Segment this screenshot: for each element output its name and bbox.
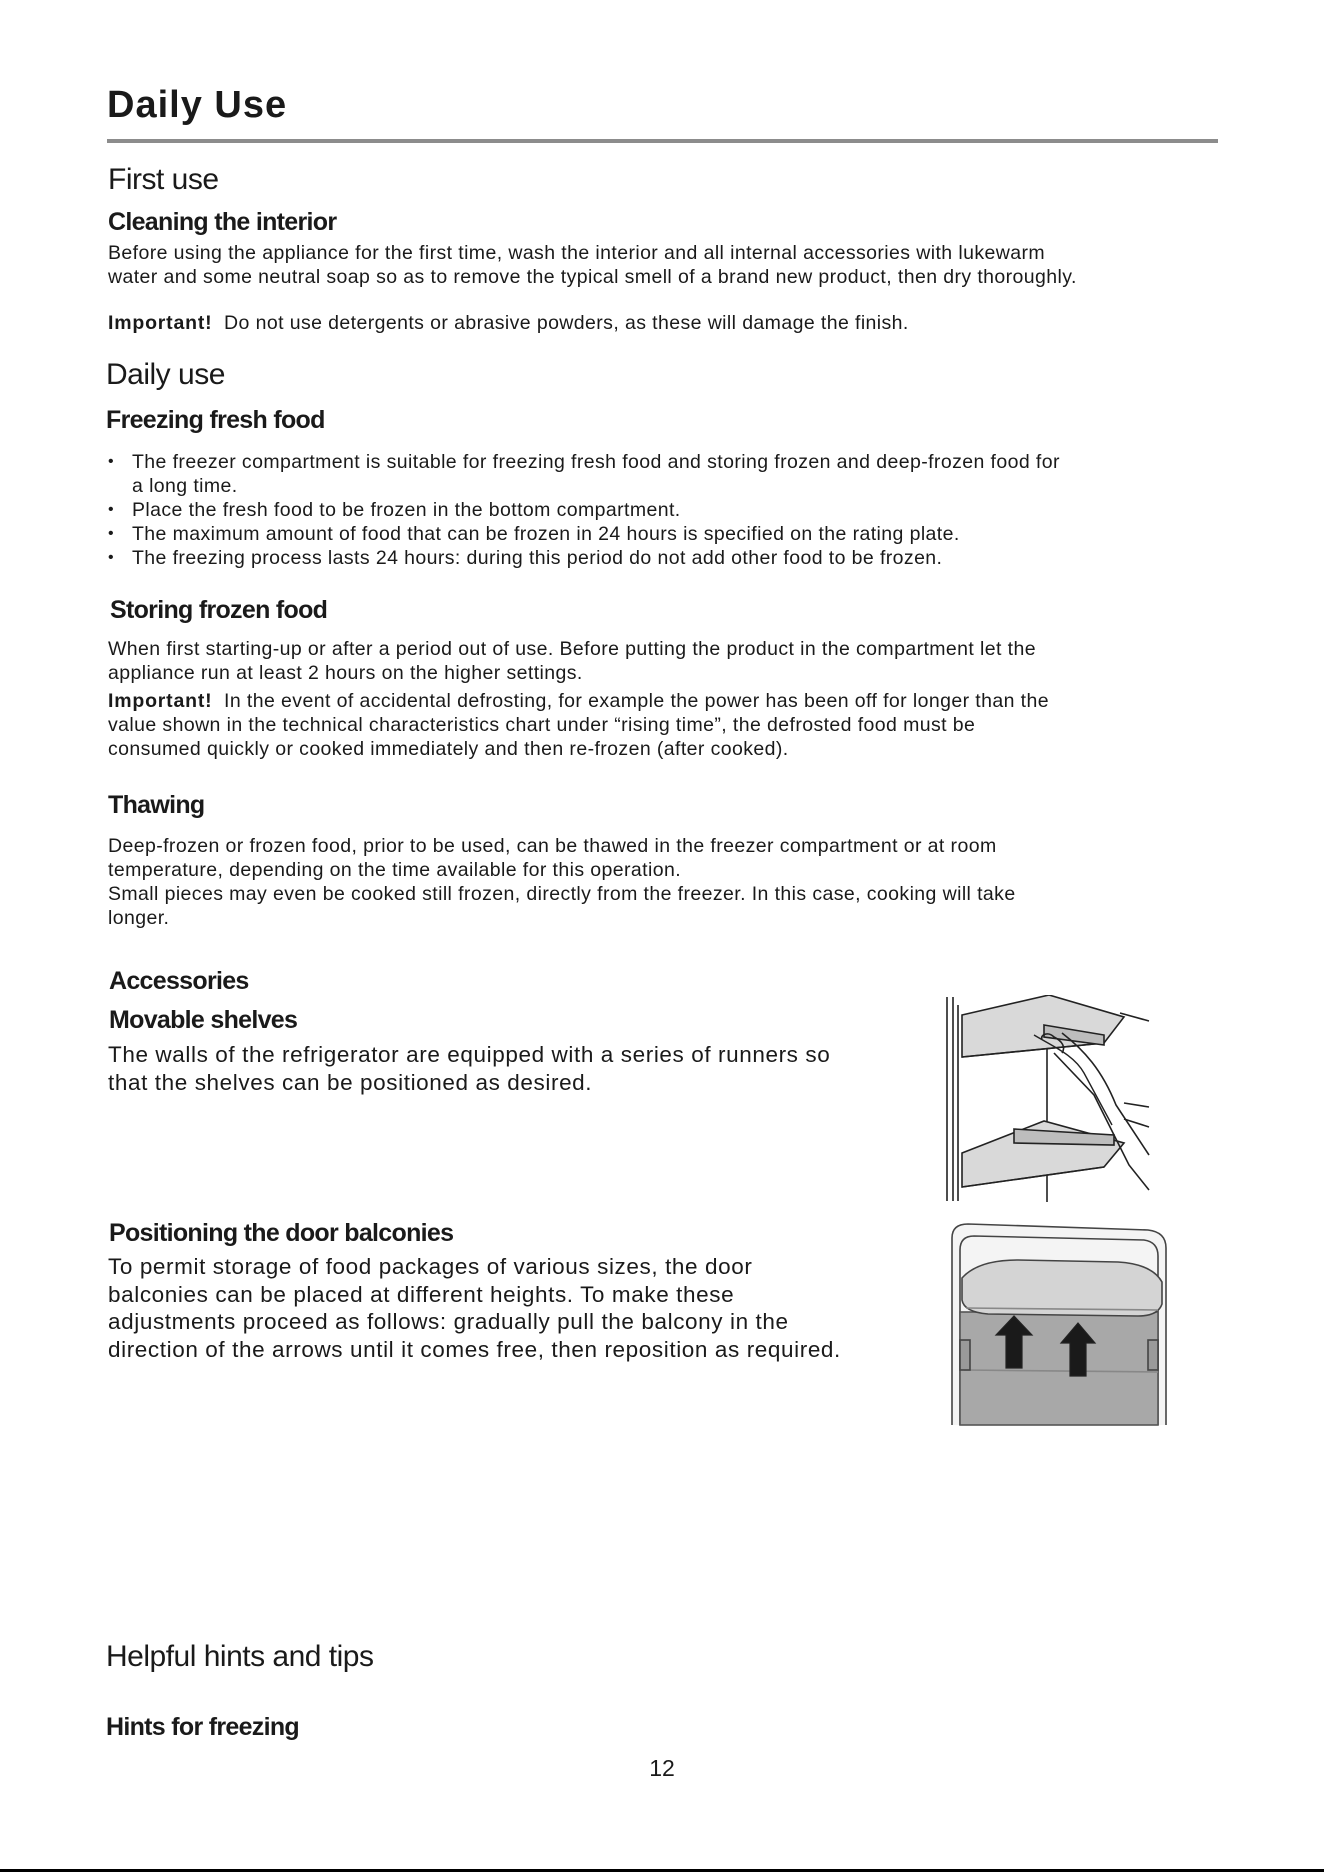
storing-line: appliance run at least 2 hours on the higher settings.	[108, 662, 583, 684]
list-item: • The maximum amount of food that can be frozen in 24 hours is specified on the rating plate.	[108, 522, 1228, 546]
title-divider	[107, 139, 1218, 143]
subheading-thawing: Thawing	[108, 791, 205, 819]
balconies-line: To permit storage of food packages of various sizes, the door	[108, 1254, 753, 1279]
cleaning-line: Before using the appliance for the first time, wash the interior and all internal accessories with lukewarm	[108, 242, 1045, 264]
storing-line: value shown in the technical characteristics chart under “rising time”, the defrosted food must be	[108, 714, 976, 736]
important-label: Important!	[108, 690, 213, 712]
subheading-freezing-fresh-food: Freezing fresh food	[106, 406, 325, 434]
list-item: • The freezing process lasts 24 hours: during this period do not add other food to be frozen.	[108, 546, 1228, 570]
important-label: Important!	[108, 312, 213, 334]
storing-paragraph	[108, 637, 1228, 761]
storing-line: When first starting-up or after a period out of use. Before putting the product in the compartment let the	[108, 638, 1036, 660]
subheading-door-balconies: Positioning the door balconies	[109, 1219, 454, 1247]
subheading-hints-for-freezing: Hints for freezing	[106, 1713, 299, 1741]
thawing-paragraph	[108, 834, 1228, 930]
page-number: 12	[649, 1755, 675, 1781]
subheading-accessories: Accessories	[109, 967, 249, 995]
section-heading-first-use: First use	[108, 163, 219, 196]
balconies-line: adjustments proceed as follows: gradually pull the balcony in the	[108, 1309, 789, 1334]
thawing-line: longer.	[108, 907, 170, 929]
subheading-storing-frozen-food: Storing frozen food	[110, 596, 328, 624]
shelves-paragraph	[108, 1041, 928, 1096]
section-heading-daily-use: Daily use	[106, 358, 225, 391]
thawing-line: Deep-frozen or frozen food, prior to be used, can be thawed in the freezer compartment or at room	[108, 835, 997, 857]
cleaning-line: water and some neutral soap so as to remove the typical smell of a brand new product, then dry thoroughly.	[108, 266, 1077, 288]
storing-line: consumed quickly or cooked immediately and then re-frozen (after cooked).	[108, 738, 789, 760]
list-item: • The freezer compartment is suitable for freezing fresh food and storing frozen and deep-frozen food for a long time.	[108, 450, 1228, 498]
list-item: • Place the fresh food to be frozen in the bottom compartment.	[108, 498, 1228, 522]
subheading-cleaning-interior: Cleaning the interior	[108, 208, 337, 236]
freezing-bullet-list	[108, 450, 1228, 570]
section-heading-helpful-hints: Helpful hints and tips	[106, 1640, 374, 1673]
shelves-line: that the shelves can be positioned as desired.	[108, 1069, 593, 1095]
cleaning-paragraph	[108, 241, 1228, 289]
thawing-line: temperature, depending on the time available for this operation.	[108, 859, 682, 881]
important-note	[108, 311, 1228, 335]
page-title: Daily Use	[107, 84, 288, 126]
movable-shelves-illustration	[944, 995, 1154, 1202]
balconies-line: direction of the arrows until it comes free, then reposition as required.	[108, 1336, 841, 1362]
door-balcony-illustration	[948, 1220, 1170, 1428]
subheading-movable-shelves: Movable shelves	[109, 1006, 298, 1034]
balconies-paragraph	[108, 1253, 948, 1363]
important-text: Do not use detergents or abrasive powders, as these will damage the finish.	[224, 312, 909, 334]
thawing-line: Small pieces may even be cooked still frozen, directly from the freezer. In this case, cooking will take	[108, 883, 1016, 905]
shelves-line: The walls of the refrigerator are equipped with a series of runners so	[108, 1042, 831, 1067]
balconies-line: balconies can be placed at different heights. To make these	[108, 1281, 735, 1307]
storing-important-line: Important! In the event of accidental defrosting, for example the power has been off for longer than the	[108, 690, 1049, 712]
